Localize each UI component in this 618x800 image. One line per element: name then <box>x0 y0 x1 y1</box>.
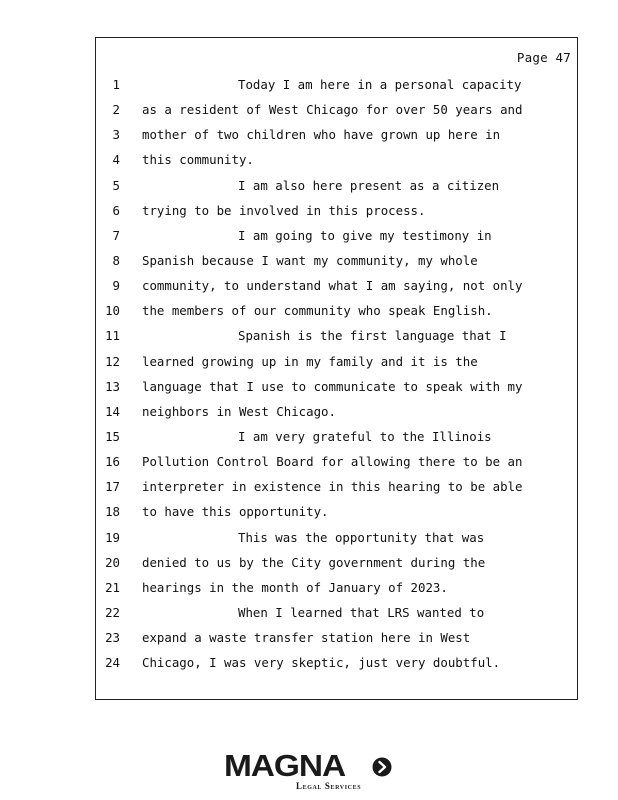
transcript-line <box>96 374 577 399</box>
line-text: mother of two children who have grown up here in <box>142 127 501 143</box>
transcript-line <box>96 122 577 147</box>
line-text: Spanish is the first language that I <box>238 328 507 344</box>
transcript-page <box>95 37 578 700</box>
line-number: 22 <box>105 604 120 620</box>
line-number: 16 <box>105 454 120 470</box>
transcript-line <box>96 600 577 625</box>
transcript-line <box>96 449 577 474</box>
line-text: as a resident of West Chicago for over 50 years and <box>142 102 523 118</box>
line-text: to have this opportunity. <box>142 504 329 520</box>
transcript-line <box>96 198 577 223</box>
chevron-right-circle-icon <box>372 757 392 777</box>
line-number: 3 <box>112 127 120 143</box>
line-text: interpreter in existence in this hearing to be able <box>142 479 523 495</box>
transcript-line <box>96 424 577 449</box>
transcript-lines <box>96 72 577 675</box>
line-text: Pollution Control Board for allowing there to be an <box>142 454 523 470</box>
transcript-line <box>96 97 577 122</box>
line-text: community, to understand what I am saying, not only <box>142 278 523 294</box>
line-text: This was the opportunity that was <box>238 529 485 545</box>
line-number: 24 <box>105 655 120 671</box>
transcript-line <box>96 349 577 374</box>
magna-logo <box>224 750 396 794</box>
line-text: expand a waste transfer station here in West <box>142 630 471 646</box>
line-text: Today I am here in a personal capacity <box>238 77 522 92</box>
line-number: 5 <box>112 177 120 193</box>
line-text: this community. <box>142 152 254 168</box>
line-number: 11 <box>105 328 120 344</box>
line-number: 13 <box>105 378 120 394</box>
line-text: hearings in the month of January of 2023. <box>142 579 448 595</box>
line-number: 4 <box>112 152 120 168</box>
transcript-line <box>96 499 577 524</box>
transcript-line <box>96 273 577 298</box>
line-number: 15 <box>105 428 120 444</box>
line-number: 10 <box>105 303 120 319</box>
line-text: I am also here present as a citizen <box>238 177 500 193</box>
line-text: When I learned that LRS wanted to <box>238 604 485 620</box>
line-number: 18 <box>105 504 120 520</box>
line-text: I am very grateful to the Illinois <box>238 428 492 444</box>
line-text: denied to us by the City government during the <box>142 554 486 570</box>
logo-subtext: Legal Services <box>296 781 362 791</box>
line-number: 20 <box>105 554 120 570</box>
line-number: 12 <box>105 353 120 369</box>
transcript-line <box>96 72 577 97</box>
line-number: 8 <box>112 252 120 268</box>
transcript-line <box>96 147 577 172</box>
line-number: 14 <box>105 403 120 419</box>
transcript-line <box>96 525 577 550</box>
transcript-line <box>96 550 577 575</box>
line-text: learned growing up in my family and it is the <box>142 353 478 369</box>
line-text: Chicago, I was very skeptic, just very doubtful. <box>142 655 501 671</box>
transcript-line <box>96 575 577 600</box>
line-number: 7 <box>112 227 120 243</box>
page-number: Page 47 <box>516 50 571 65</box>
line-text: Spanish because I want my community, my whole <box>142 252 478 268</box>
transcript-line <box>96 625 577 650</box>
transcript-line <box>96 173 577 198</box>
line-text: neighbors in West Chicago. <box>142 403 336 419</box>
line-number: 23 <box>105 630 120 646</box>
transcript-line <box>96 474 577 499</box>
line-number: 2 <box>112 102 120 118</box>
transcript-line <box>96 298 577 323</box>
transcript-line <box>96 248 577 273</box>
line-text: trying to be involved in this process. <box>142 202 426 218</box>
transcript-line <box>96 650 577 675</box>
transcript-line <box>96 323 577 348</box>
line-number: 19 <box>105 529 120 545</box>
line-text: language that I use to communicate to speak with my <box>142 378 523 394</box>
line-number: 9 <box>112 278 120 294</box>
line-number: 21 <box>105 579 120 595</box>
line-text: I am going to give my testimony in <box>238 227 492 243</box>
logo-wordmark: MAGNA <box>224 748 346 783</box>
transcript-line <box>96 223 577 248</box>
line-number: 1 <box>112 77 120 92</box>
line-text: the members of our community who speak English. <box>142 303 493 319</box>
transcript-line <box>96 399 577 424</box>
line-number: 17 <box>105 479 120 495</box>
line-number: 6 <box>112 202 120 218</box>
